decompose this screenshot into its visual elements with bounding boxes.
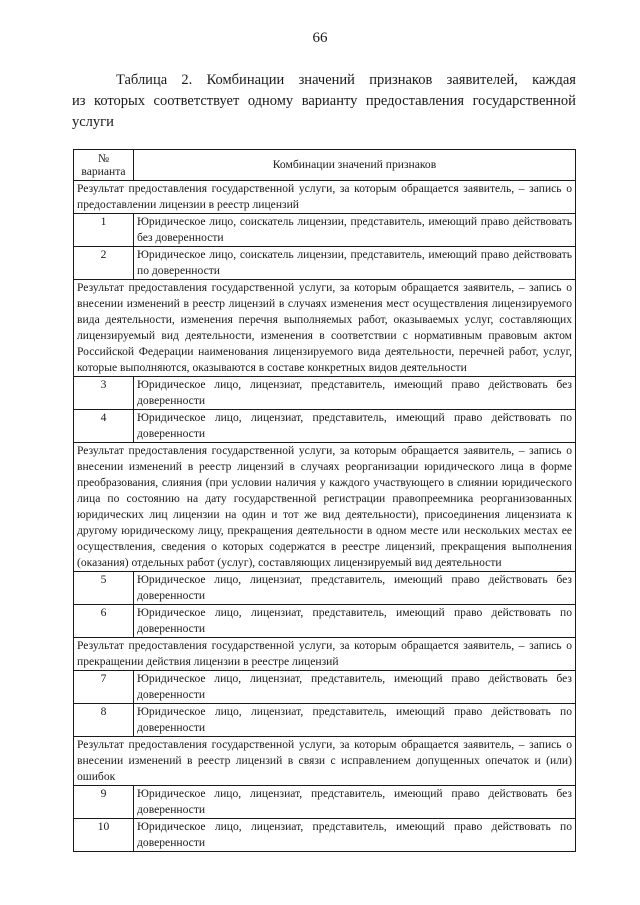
variant-description: Юридическое лицо, лицензиат, представитель, имеющий право действовать без доверенности [134, 786, 576, 819]
caption-word: одному [247, 93, 294, 109]
header-num-label: варианта [81, 165, 126, 178]
variant-number: 7 [74, 671, 134, 704]
caption-word: предоставления [365, 93, 465, 109]
table-row [74, 819, 576, 852]
caption-line-2 [72, 91, 576, 112]
caption-word: Таблица [116, 72, 168, 88]
header-num-sign: № [97, 152, 110, 165]
variant-number: 10 [74, 819, 134, 852]
caption-line-1 [72, 70, 576, 91]
caption-word: значений [298, 72, 355, 88]
table-row [74, 671, 576, 704]
variant-number: 3 [74, 377, 134, 410]
variant-description: Юридическое лицо, лицензиат, представитель, имеющий право действовать по доверенности [134, 704, 576, 737]
variant-description: Юридическое лицо, лицензиат, представитель, имеющий право действовать по доверенности [134, 605, 576, 638]
table-row [74, 214, 576, 247]
header-variant-number [74, 150, 134, 181]
caption-word: которых [94, 93, 146, 109]
header-combinations: Комбинации значений признаков [134, 150, 576, 181]
caption-word: государственной [472, 93, 576, 109]
caption-word: варианту [301, 93, 358, 109]
caption-line-3: услуги [72, 114, 114, 130]
table-row [74, 572, 576, 605]
variant-description: Юридическое лицо, соискатель лицензии, представитель, имеющий право действовать по доверенности [134, 247, 576, 280]
caption-word: из [72, 93, 86, 109]
section-row [74, 280, 576, 377]
table-row [74, 786, 576, 819]
variant-description: Юридическое лицо, лицензиат, представитель, имеющий право действовать без доверенности [134, 377, 576, 410]
section-result-3: Результат предоставления государственной услуги, за которым обращается заявитель, – запись о внесении изменений в реестр лицензий в случаях реорганизации юридического лица в форме преобразования, слияния (при условии наличия у каждого участвующего в слиянии юридического лица по состоянию на дату государственной регистрации правопреемника реорганизованных юридических лиц лицензии на один и тот же вид деятельности), присоединения лицензиата к другому юридическому лицу, прекращения деятельности в одном месте или нескольких местах ее осуществления, сведения о которых содержатся в реестре лицензий, прекращения выполнения (оказания) отдельных работ (услуг), составляющих лицензируемый вид деятельности [74, 443, 576, 572]
page-number: 66 [312, 30, 328, 46]
variant-description: Юридическое лицо, лицензиат, представитель, имеющий право действовать по доверенности [134, 819, 576, 852]
table-row [74, 410, 576, 443]
section-row [74, 737, 576, 786]
variant-description: Юридическое лицо, лицензиат, представитель, имеющий право действовать без доверенности [134, 671, 576, 704]
variant-description: Юридическое лицо, лицензиат, представитель, имеющий право действовать по доверенности [134, 410, 576, 443]
section-result-5: Результат предоставления государственной услуги, за которым обращается заявитель, – запись о внесении изменений в реестр лицензий в связи с исправлением допущенных опечаток и (или) ошибок [74, 737, 576, 786]
caption-word: Комбинации [206, 72, 285, 88]
caption-word: заявителей, [446, 72, 518, 88]
section-result-4: Результат предоставления государственной услуги, за которым обращается заявитель, – запись о прекращении действия лицензии в реестре лицензий [74, 638, 576, 671]
variant-number: 2 [74, 247, 134, 280]
variant-number: 1 [74, 214, 134, 247]
caption-word: соответствует [153, 93, 240, 109]
variant-number: 8 [74, 704, 134, 737]
variant-number: 6 [74, 605, 134, 638]
section-row [74, 443, 576, 572]
table-caption [72, 70, 576, 133]
variant-number: 4 [74, 410, 134, 443]
caption-word: каждая [532, 72, 576, 88]
table-header-row [74, 150, 576, 181]
caption-word: признаков [369, 72, 433, 88]
table-row [74, 704, 576, 737]
variant-description: Юридическое лицо, лицензиат, представитель, имеющий право действовать без доверенности [134, 572, 576, 605]
table-row [74, 377, 576, 410]
variant-number: 9 [74, 786, 134, 819]
section-result-1: Результат предоставления государственной услуги, за которым обращается заявитель, – запись о предоставлении лицензии в реестр лицензий [74, 181, 576, 214]
variant-number: 5 [74, 572, 134, 605]
section-row [74, 638, 576, 671]
variants-table [73, 149, 576, 852]
variant-description: Юридическое лицо, соискатель лицензии, представитель, имеющий право действовать без доверенности [134, 214, 576, 247]
section-row [74, 181, 576, 214]
caption-word: 2. [181, 72, 193, 88]
table-row [74, 247, 576, 280]
table-row [74, 605, 576, 638]
section-result-2: Результат предоставления государственной услуги, за которым обращается заявитель, – запись о внесении изменений в реестр лицензий в случаях изменения мест осуществления лицензируемого вида деятельности, изменения перечня выполняемых работ, оказываемых услуг, составляющих лицензируемый вид деятельности, изменения в соответствии с нормативным правовым актом Российской Федерации наименования лицензируемого вида деятельности, перечней работ, услуг, которые выполняются, оказываются в составе конкретных видов деятельности [74, 280, 576, 377]
